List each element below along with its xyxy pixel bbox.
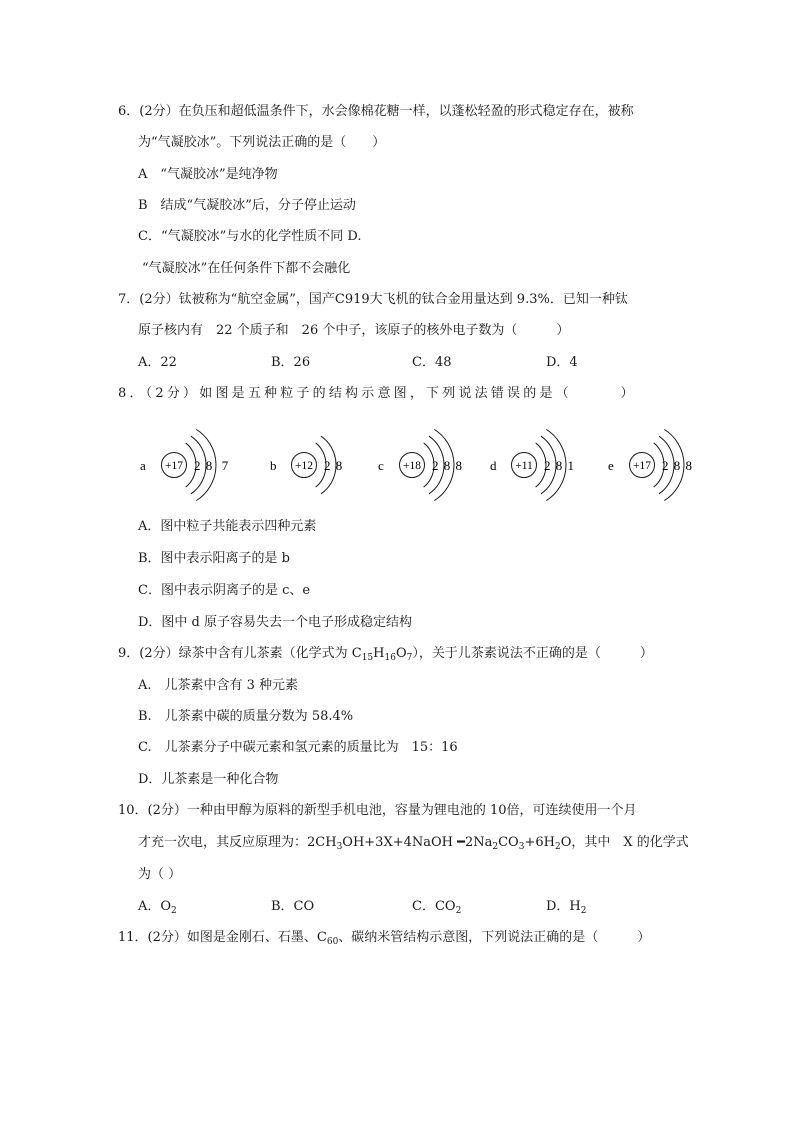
atom-b	[270, 436, 343, 494]
q9-option-b: B. 儿茶素中碳的质量分数为 58.4%	[138, 709, 354, 724]
q10-eq-sub1: 3	[336, 842, 343, 852]
nucleus-charge: +17	[165, 460, 183, 472]
q10-option-d-sub: 2	[580, 906, 587, 916]
q7-option-a: A．22	[138, 355, 177, 370]
atom-c	[378, 429, 463, 500]
q6-stem-line1: 6．(2分）在负压和超低温条件下，水会像棉花糖一样，以蓬松轻盈的形式稳定存在，被称	[118, 104, 634, 119]
q10-option-c	[412, 898, 461, 916]
q10-option-b: B．CO	[271, 899, 315, 914]
q9-option-c: C. 儿茶素分子中碳元素和氢元素的质量比为 15：16	[138, 740, 458, 755]
electron-counts: 2 8	[324, 458, 344, 473]
atom-label: c	[378, 458, 384, 473]
q10-stem-line2	[138, 834, 689, 852]
q10-option-a-text: A．O	[138, 899, 172, 914]
nucleus-charge: +18	[403, 460, 421, 472]
q11-stem-pre: 11．(2分）如图是金刚石、石墨、C	[118, 930, 327, 945]
atom-d	[490, 429, 575, 500]
q11-stem-post: 、碳纳米管结构示意图，下列说法正确的是（ ）	[338, 930, 651, 945]
q10-eq-c: CO	[498, 835, 519, 850]
q10-stem-line1: 10．(2分）一种由甲醇为原料的新型手机电池，容量为锂电池的 10倍，可连续使用一个月	[118, 803, 637, 818]
nucleus-charge: +17	[633, 460, 651, 472]
q8-option-d: D．图中 d 原子容易失去一个电子形成稳定结构	[138, 615, 413, 630]
atom-diagram-svg	[120, 412, 720, 522]
q10-eq-sub2: 2	[492, 842, 499, 852]
atom-a	[140, 429, 229, 500]
q9-formula-sub-o: 7	[406, 653, 413, 663]
q10-eq-sub4: 2	[554, 842, 561, 852]
atom-structure-diagrams	[120, 412, 720, 522]
q9-option-d: D．儿茶素是一种化合物	[138, 772, 279, 787]
q11-stem-sub: 60	[326, 937, 339, 947]
q10-option-d-text: D．H	[546, 899, 581, 914]
q9-stem-post: ），关于儿茶素说法不正确的是（ ）	[412, 646, 653, 661]
nucleus-charge: +12	[295, 460, 313, 472]
q7-option-d: D．4	[546, 355, 578, 370]
q8-stem: 8．（2分）如图是五种粒子的结构示意图，下列说法错误的是（ ）	[118, 386, 637, 401]
q10-eq-sub3: 3	[518, 842, 525, 852]
q6-option-b: B 结成“气凝胶冰”后，分子停止运动	[138, 198, 356, 213]
q11-stem	[118, 929, 650, 947]
atom-label: b	[270, 458, 277, 473]
nucleus-charge: +11	[515, 460, 533, 472]
q10-option-c-sub: 2	[455, 906, 462, 916]
q10-option-c-text: C．CO	[412, 899, 456, 914]
q9-formula-sub-c: 15	[361, 653, 374, 663]
q8-option-b: B．图中表示阳离子的是 b	[138, 551, 291, 566]
electron-counts: 2 8 7	[194, 458, 230, 473]
atom-label: d	[490, 458, 497, 473]
atom-e	[608, 429, 693, 500]
q10-eq-pre: 才充一次电，其反应原理为：2CH	[138, 835, 337, 850]
q10-option-a	[138, 898, 177, 916]
atom-label: e	[608, 458, 614, 473]
q10-option-d	[546, 898, 587, 916]
q9-formula-sub-h: 16	[384, 653, 396, 663]
q9-stem-pre: 9．(2分）绿茶中含有儿茶素（化学式为 C	[118, 646, 362, 661]
electron-counts: 2 8 8	[662, 458, 693, 473]
q8-option-c: C．图中表示阴离子的是 c、e	[138, 583, 311, 598]
q8-option-a: A．图中粒子共能表示四种元素	[138, 519, 317, 534]
q6-option-a: A “气凝胶冰”是纯净物	[138, 167, 278, 182]
q10-option-a-sub: 2	[171, 906, 177, 916]
electron-counts: 2 8 8	[432, 458, 463, 473]
q6-option-c: C．“气凝胶冰”与水的化学性质不同 D.	[138, 229, 362, 244]
q10-eq-e: O，其中 X 的化学式	[560, 835, 689, 850]
q6-stem-line2: 为“气凝胶冰”。下列说法正确的是（ ）	[138, 135, 386, 150]
q7-stem-line1: 7．(2分）钛被称为“航空金属”，国产C919大飞机的钛合金用量达到 9.3%．已知一种钛	[118, 292, 628, 307]
q9-option-a: A. 儿茶素中含有 3 种元素	[138, 678, 299, 693]
q7-stem-line2: 原子核内有 22 个质子和 26 个中子，该原子的核外电子数为（ ）	[138, 323, 570, 338]
atom-label: a	[140, 458, 146, 473]
q10-eq-d: +6H	[524, 835, 555, 850]
q7-option-c: C．48	[412, 355, 452, 370]
q9-stem	[118, 645, 653, 663]
q9-formula-o: O	[395, 646, 407, 661]
q10-stem-line3: 为（ ）	[138, 867, 182, 882]
q10-eq-b: OH+3X+4NaOH ━2Na	[342, 835, 493, 850]
q7-option-b: B．26	[271, 355, 311, 370]
q9-formula-h: H	[373, 646, 385, 661]
electron-counts: 2 8 1	[544, 458, 575, 473]
q6-option-d: “气凝胶冰”在任何条件下都不会融化	[142, 261, 351, 276]
